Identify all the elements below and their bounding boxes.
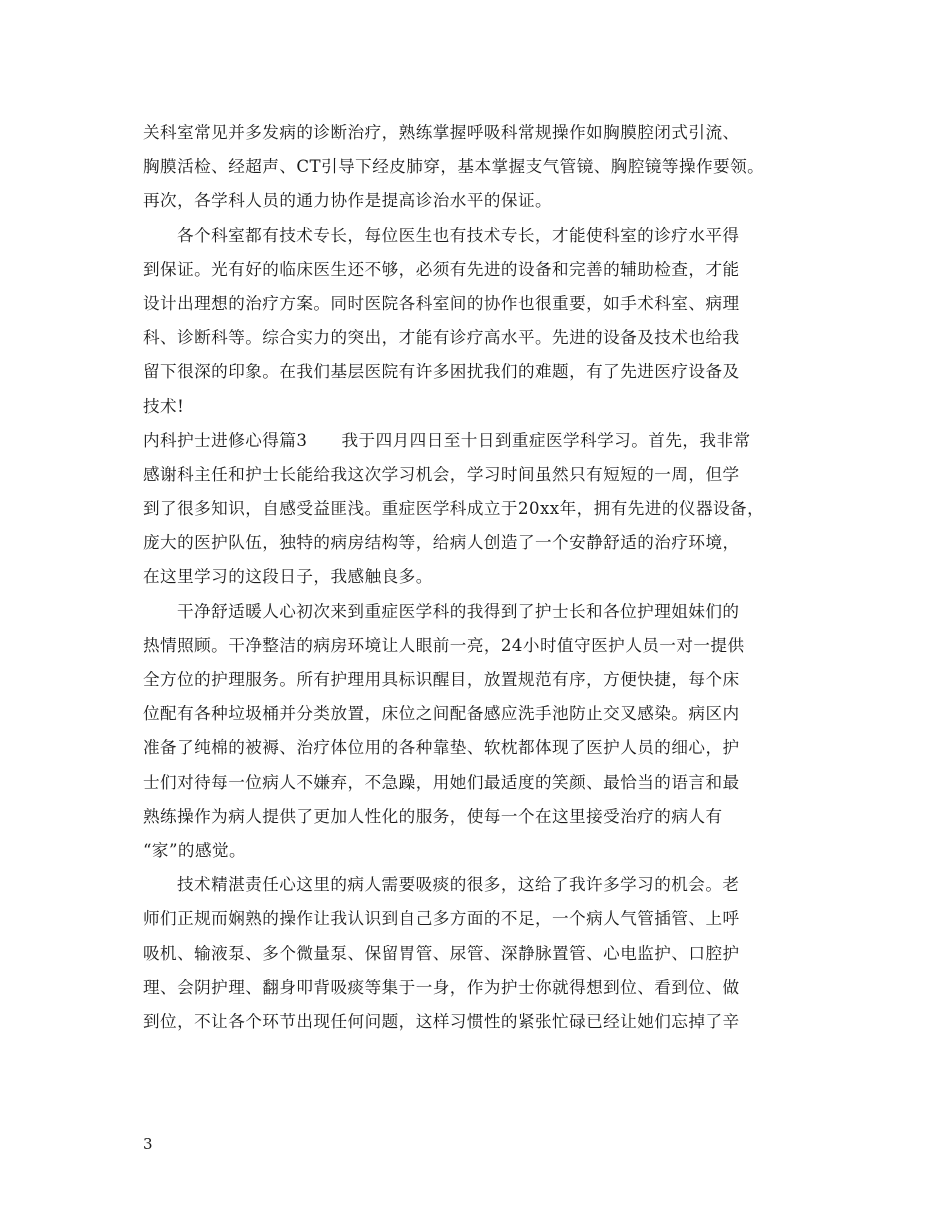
- text-line: 在这里学习的这段日子，我感触良多。: [143, 567, 433, 587]
- text-line: 热情照顾。干净整洁的病房环境让人眼前一亮，24小时值守医护人员一对一提供: [143, 635, 745, 655]
- text-line: 留下很深的印象。在我们基层医院有许多困扰我们的难题，有了先进医疗设备及: [143, 362, 740, 382]
- text-line: 吸机、输液泵、多个微量泵、保留胃管、尿管、深静脉置管、心电监护、口腔护: [143, 943, 740, 963]
- text-line: 科、诊断科等。综合实力的突出，才能有诊疗高水平。先进的设备及技术也给我: [143, 328, 740, 348]
- text-line: 技术!: [143, 396, 185, 416]
- page-number: 3: [143, 1135, 153, 1153]
- text-line: 庞大的医护队伍，独特的病房结构等，给病人创造了一个安静舒适的治疗环境，: [143, 533, 740, 553]
- text-line: 再次，各学科人员的通力协作是提高诊治水平的保证。: [143, 191, 553, 211]
- text-line: 士们对待每一位病人不嫌弃，不急躁，用她们最适度的笑颜、最恰当的语言和最: [143, 772, 740, 792]
- text-line: 准备了纯棉的被褥、治疗体位用的各种靠垫、软枕都体现了医护人员的细心，护: [143, 738, 740, 758]
- text-line: 到保证。光有好的临床医生还不够，必须有先进的设备和完善的辅助检查，才能: [143, 259, 740, 279]
- text-line: 各个科室都有技术专长，每位医生也有技术专长，才能使科室的诊疗水平得: [177, 225, 740, 245]
- text-line: 理、会阴护理、翻身叩背吸痰等集于一身，作为护士你就得想到位、看到位、做: [143, 977, 740, 997]
- text-line: 全方位的护理服务。所有护理用具标识醒目，放置规范有序，方便快捷，每个床: [143, 670, 740, 689]
- text-line: 关科室常见并多发病的诊断治疗，熟练掌握呼吸科常规操作如胸膜腔闭式引流、: [143, 123, 740, 142]
- text-line: 胸膜活检、经超声、CT引导下经皮肺穿，基本掌握支气管镜、胸腔镜等操作要领。: [143, 157, 765, 177]
- text-line: 设计出理想的治疗方案。同时医院各科室间的协作也很重要，如手术科室、病理: [143, 293, 740, 313]
- text-line: 到了很多知识，自感受益匪浅。重症医学科成立于20xx年，拥有先进的仪器设备，: [143, 499, 765, 519]
- text-line: 熟练操作为病人提供了更加人性化的服务，使每一个在这里接受治疗的病人有: [143, 806, 723, 826]
- text-line: 师们正规而娴熟的操作让我认识到自己多方面的不足，一个病人气管插管、上呼: [143, 909, 740, 929]
- text-line: 技术精湛责任心这里的病人需要吸痰的很多，这给了我许多学习的机会。老: [177, 875, 740, 895]
- text-line: “家”的感觉。: [143, 840, 247, 860]
- document-body: [143, 116, 807, 1039]
- text-line: 到位，不让各个环节出现任何问题，这样习惯性的紧张忙碌已经让她们忘掉了辛: [143, 1011, 740, 1031]
- text-line: 位配有各种垃圾桶并分类放置，床位之间配备感应洗手池防止交叉感染。病区内: [143, 704, 740, 724]
- text-line: 感谢科主任和护士长能给我这次学习机会，学习时间虽然只有短短的一周，但学: [143, 464, 740, 484]
- text-line: 干净舒适暖人心初次来到重症医学科的我得到了护士长和各位护理姐妹们的: [177, 601, 740, 621]
- text-line: 内科护士进修心得篇3 我于四月四日至十日到重症医学科学习。首先，我非常: [143, 430, 751, 450]
